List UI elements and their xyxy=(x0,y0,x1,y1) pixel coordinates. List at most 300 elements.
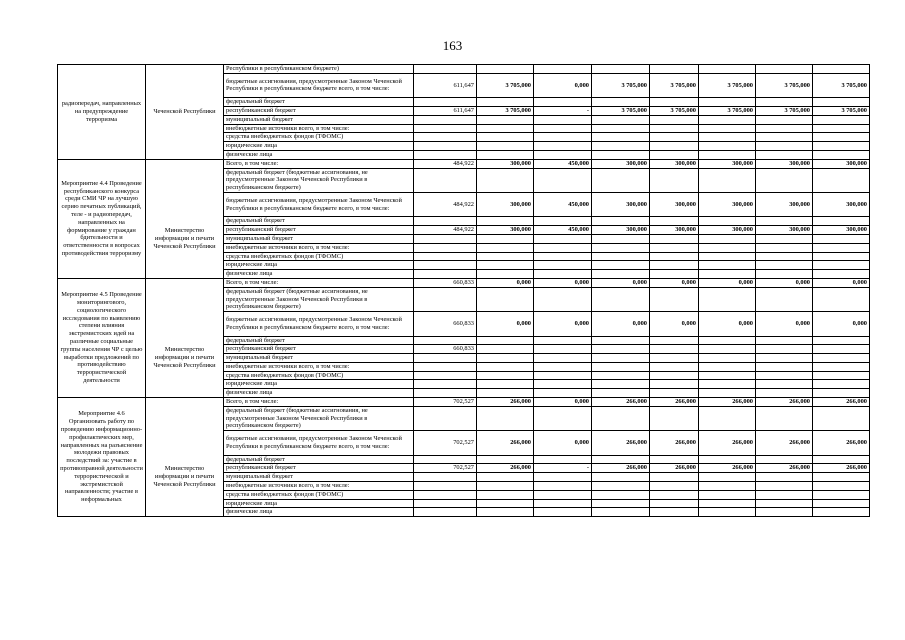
amount-cell xyxy=(592,389,650,398)
funding-source-cell: федеральный бюджет (бюджетные ассигнования, не предусмотренные Законом Чеченской Республики в республиканском бюджете) xyxy=(224,406,414,430)
amount-cell: 0,000 xyxy=(813,312,870,336)
amount-cell: 266,000 xyxy=(813,464,870,473)
amount-cell xyxy=(756,354,813,363)
amount-cell: 300,000 xyxy=(650,226,699,235)
amount-cell xyxy=(699,490,756,499)
amount-cell xyxy=(414,473,477,482)
amount-cell xyxy=(813,287,870,311)
amount-cell xyxy=(756,389,813,398)
amount-cell xyxy=(813,354,870,363)
amount-cell xyxy=(756,270,813,279)
amount-cell xyxy=(534,490,592,499)
amount-cell xyxy=(477,482,534,491)
amount-cell xyxy=(650,499,699,508)
amount-cell xyxy=(813,270,870,279)
amount-cell xyxy=(699,150,756,159)
amount-cell: 266,000 xyxy=(813,398,870,407)
amount-cell xyxy=(813,455,870,464)
amount-cell: 660,833 xyxy=(414,312,477,336)
funding-source-cell: республиканский бюджет xyxy=(224,345,414,354)
amount-cell xyxy=(592,115,650,124)
amount-cell: 300,000 xyxy=(756,159,813,168)
amount-cell xyxy=(699,406,756,430)
responsible-org-cell: Министерство информации и печати Чеченской Республики xyxy=(146,278,224,397)
amount-cell: 300,000 xyxy=(650,159,699,168)
amount-cell xyxy=(592,234,650,243)
amount-cell xyxy=(756,362,813,371)
amount-cell xyxy=(477,261,534,270)
amount-cell xyxy=(756,482,813,491)
amount-cell xyxy=(534,217,592,226)
amount-cell: 3 705,000 xyxy=(699,106,756,115)
amount-cell xyxy=(477,115,534,124)
amount-cell xyxy=(414,371,477,380)
amount-cell: 0,000 xyxy=(592,312,650,336)
amount-cell xyxy=(699,473,756,482)
amount-cell xyxy=(650,380,699,389)
amount-cell xyxy=(534,406,592,430)
amount-cell xyxy=(592,508,650,517)
amount-cell xyxy=(477,168,534,192)
amount-cell xyxy=(534,115,592,124)
amount-cell xyxy=(534,508,592,517)
amount-cell xyxy=(534,482,592,491)
funding-source-cell: юридические лица xyxy=(224,380,414,389)
amount-cell xyxy=(650,217,699,226)
amount-cell xyxy=(756,287,813,311)
funding-source-cell: муниципальный бюджет xyxy=(224,354,414,363)
amount-cell: 300,000 xyxy=(813,226,870,235)
amount-cell xyxy=(477,490,534,499)
amount-cell: 266,000 xyxy=(592,431,650,455)
amount-cell xyxy=(534,65,592,74)
amount-cell xyxy=(650,252,699,261)
amount-cell xyxy=(477,287,534,311)
amount-cell xyxy=(534,261,592,270)
amount-cell xyxy=(650,65,699,74)
amount-cell xyxy=(534,133,592,142)
amount-cell xyxy=(813,490,870,499)
amount-cell: 450,000 xyxy=(534,159,592,168)
amount-cell xyxy=(699,142,756,151)
responsible-org-cell: Министерство информации и печати Чеченской Республики xyxy=(146,159,224,278)
amount-cell xyxy=(699,168,756,192)
amount-cell: - xyxy=(534,106,592,115)
funding-source-cell: физические лица xyxy=(224,270,414,279)
amount-cell xyxy=(650,150,699,159)
amount-cell xyxy=(592,406,650,430)
funding-source-cell: внебюджетные источники всего, в том числе: xyxy=(224,362,414,371)
amount-cell: 300,000 xyxy=(813,192,870,216)
amount-cell xyxy=(477,150,534,159)
amount-cell xyxy=(477,234,534,243)
amount-cell xyxy=(756,473,813,482)
amount-cell xyxy=(592,243,650,252)
funding-source-cell: Всего, в том числе: xyxy=(224,278,414,287)
amount-cell xyxy=(813,389,870,398)
amount-cell xyxy=(699,508,756,517)
amount-cell xyxy=(534,389,592,398)
amount-cell xyxy=(756,336,813,345)
funding-source-cell: федеральный бюджет xyxy=(224,336,414,345)
funding-source-cell: физические лица xyxy=(224,150,414,159)
amount-cell: 660,833 xyxy=(414,345,477,354)
amount-cell xyxy=(414,287,477,311)
amount-cell xyxy=(650,371,699,380)
amount-cell xyxy=(414,142,477,151)
amount-cell: 0,000 xyxy=(534,431,592,455)
amount-cell: 300,000 xyxy=(699,226,756,235)
amount-cell xyxy=(813,499,870,508)
amount-cell: 266,000 xyxy=(592,398,650,407)
amount-cell: 3 705,000 xyxy=(756,106,813,115)
amount-cell: 266,000 xyxy=(756,398,813,407)
amount-cell xyxy=(414,389,477,398)
amount-cell xyxy=(813,168,870,192)
amount-cell xyxy=(813,234,870,243)
amount-cell xyxy=(699,336,756,345)
funding-source-cell: бюджетные ассигнования, предусмотренные Законом Чеченской Республики в республиканском бюджете всего, в том числе: xyxy=(224,73,414,97)
amount-cell xyxy=(534,234,592,243)
amount-cell xyxy=(477,65,534,74)
amount-cell xyxy=(414,455,477,464)
amount-cell xyxy=(534,252,592,261)
amount-cell: 300,000 xyxy=(592,226,650,235)
responsible-org-cell: Министерство информации и печати Чеченской Республики xyxy=(146,398,224,517)
amount-cell: 266,000 xyxy=(477,464,534,473)
amount-cell xyxy=(477,124,534,133)
amount-cell xyxy=(592,380,650,389)
amount-cell xyxy=(414,482,477,491)
amount-cell xyxy=(813,252,870,261)
amount-cell xyxy=(813,406,870,430)
amount-cell xyxy=(534,371,592,380)
amount-cell xyxy=(414,217,477,226)
amount-cell: 484,922 xyxy=(414,226,477,235)
funding-source-cell: внебюджетные источники всего, в том числе: xyxy=(224,124,414,133)
amount-cell xyxy=(477,473,534,482)
amount-cell xyxy=(414,234,477,243)
amount-cell xyxy=(592,252,650,261)
amount-cell: 484,922 xyxy=(414,159,477,168)
funding-source-cell: федеральный бюджет xyxy=(224,455,414,464)
funding-source-cell: федеральный бюджет (бюджетные ассигнования, не предусмотренные Законом Чеченской Республики в республиканском бюджете) xyxy=(224,168,414,192)
amount-cell xyxy=(756,150,813,159)
amount-cell xyxy=(414,98,477,107)
amount-cell xyxy=(813,98,870,107)
amount-cell xyxy=(650,124,699,133)
amount-cell xyxy=(477,362,534,371)
amount-cell xyxy=(756,380,813,389)
funding-source-cell: федеральный бюджет (бюджетные ассигнования, не предусмотренные Законом Чеченской Республики в республиканском бюджете) xyxy=(224,287,414,311)
funding-source-cell: физические лица xyxy=(224,389,414,398)
amount-cell: 0,000 xyxy=(756,312,813,336)
amount-cell xyxy=(592,133,650,142)
amount-cell xyxy=(534,499,592,508)
amount-cell: 266,000 xyxy=(756,464,813,473)
amount-cell xyxy=(477,98,534,107)
amount-cell xyxy=(650,508,699,517)
amount-cell: 300,000 xyxy=(699,192,756,216)
amount-cell xyxy=(699,234,756,243)
funding-source-cell: муниципальный бюджет xyxy=(224,234,414,243)
amount-cell xyxy=(756,490,813,499)
funding-source-cell: республиканский бюджет xyxy=(224,226,414,235)
amount-cell xyxy=(813,133,870,142)
funding-source-cell: федеральный бюджет xyxy=(224,217,414,226)
amount-cell xyxy=(477,380,534,389)
amount-cell xyxy=(592,336,650,345)
amount-cell: 0,000 xyxy=(534,398,592,407)
amount-cell xyxy=(414,65,477,74)
amount-cell xyxy=(592,261,650,270)
amount-cell xyxy=(756,371,813,380)
amount-cell xyxy=(756,243,813,252)
amount-cell xyxy=(699,252,756,261)
amount-cell xyxy=(813,142,870,151)
amount-cell xyxy=(813,336,870,345)
amount-cell xyxy=(699,115,756,124)
amount-cell xyxy=(534,473,592,482)
amount-cell xyxy=(477,345,534,354)
amount-cell xyxy=(650,98,699,107)
amount-cell xyxy=(813,380,870,389)
amount-cell: 450,000 xyxy=(534,226,592,235)
amount-cell xyxy=(534,98,592,107)
amount-cell xyxy=(699,261,756,270)
amount-cell xyxy=(813,150,870,159)
amount-cell: 0,000 xyxy=(534,278,592,287)
amount-cell xyxy=(650,270,699,279)
amount-cell xyxy=(813,115,870,124)
amount-cell xyxy=(592,98,650,107)
amount-cell xyxy=(650,362,699,371)
amount-cell xyxy=(592,490,650,499)
amount-cell: 3 705,000 xyxy=(699,73,756,97)
amount-cell xyxy=(414,336,477,345)
amount-cell xyxy=(650,473,699,482)
amount-cell xyxy=(592,499,650,508)
amount-cell xyxy=(534,168,592,192)
funding-source-cell: средства внебюджетных фондов (ТФОМС) xyxy=(224,133,414,142)
amount-cell xyxy=(813,124,870,133)
amount-cell xyxy=(477,142,534,151)
amount-cell xyxy=(414,115,477,124)
amount-cell xyxy=(650,455,699,464)
amount-cell: 611,647 xyxy=(414,106,477,115)
amount-cell xyxy=(756,142,813,151)
amount-cell xyxy=(756,217,813,226)
event-name-cell: Мероприятие 4.5 Проведение мониторингового, социологического исследования по выявлению степени влияния экстремистских идей на различные социальные группы населения ЧР с целью выработки предложений по противодействию террористической деятельности xyxy=(58,278,146,397)
amount-cell xyxy=(813,345,870,354)
amount-cell: 0,000 xyxy=(699,312,756,336)
amount-cell: 702,527 xyxy=(414,398,477,407)
amount-cell xyxy=(813,362,870,371)
funding-source-cell: юридические лица xyxy=(224,261,414,270)
amount-cell xyxy=(534,287,592,311)
amount-cell: 266,000 xyxy=(650,398,699,407)
funding-source-cell: средства внебюджетных фондов (ТФОМС) xyxy=(224,252,414,261)
amount-cell: 0,000 xyxy=(534,73,592,97)
amount-cell: 266,000 xyxy=(477,398,534,407)
funding-source-cell: муниципальный бюджет xyxy=(224,473,414,482)
amount-cell xyxy=(592,287,650,311)
amount-cell xyxy=(699,371,756,380)
amount-cell: 3 705,000 xyxy=(813,106,870,115)
amount-cell xyxy=(414,380,477,389)
amount-cell: 300,000 xyxy=(477,192,534,216)
amount-cell xyxy=(477,217,534,226)
amount-cell xyxy=(650,243,699,252)
funding-source-cell: республиканский бюджет xyxy=(224,106,414,115)
amount-cell xyxy=(414,168,477,192)
event-name-cell: Мероприятие 4.6 Организовать работу по проведению информационно-профилактических мер, направленных на разъяснение молодежи правовых последствий за: участие в противоправной деятельности террористической и экстремистской направленности; участие в неформальных xyxy=(58,398,146,517)
amount-cell xyxy=(699,354,756,363)
budget-table xyxy=(57,64,870,517)
amount-cell xyxy=(699,133,756,142)
amount-cell xyxy=(592,142,650,151)
amount-cell xyxy=(650,354,699,363)
amount-cell xyxy=(650,287,699,311)
funding-source-cell: Всего, в том числе: xyxy=(224,159,414,168)
amount-cell xyxy=(699,270,756,279)
amount-cell: 3 705,000 xyxy=(813,73,870,97)
amount-cell: 0,000 xyxy=(650,278,699,287)
amount-cell xyxy=(592,482,650,491)
amount-cell: 266,000 xyxy=(650,431,699,455)
amount-cell xyxy=(699,243,756,252)
amount-cell xyxy=(534,243,592,252)
amount-cell xyxy=(414,362,477,371)
amount-cell: 266,000 xyxy=(650,464,699,473)
amount-cell: 300,000 xyxy=(756,226,813,235)
amount-cell xyxy=(699,98,756,107)
amount-cell xyxy=(477,252,534,261)
amount-cell: 3 705,000 xyxy=(477,106,534,115)
amount-cell xyxy=(534,345,592,354)
amount-cell xyxy=(756,406,813,430)
amount-cell: 3 705,000 xyxy=(756,73,813,97)
amount-cell xyxy=(699,380,756,389)
funding-source-cell: бюджетные ассигнования, предусмотренные Законом Чеченской Республики в республиканском бюджете всего, в том числе: xyxy=(224,312,414,336)
amount-cell xyxy=(534,150,592,159)
amount-cell xyxy=(414,261,477,270)
amount-cell: 266,000 xyxy=(699,398,756,407)
amount-cell xyxy=(699,499,756,508)
funding-source-cell: федеральный бюджет xyxy=(224,98,414,107)
responsible-org-cell: Чеченской Республики xyxy=(146,65,224,160)
amount-cell xyxy=(813,371,870,380)
amount-cell xyxy=(756,261,813,270)
amount-cell xyxy=(414,406,477,430)
amount-cell xyxy=(650,168,699,192)
amount-cell xyxy=(534,362,592,371)
amount-cell xyxy=(699,287,756,311)
amount-cell xyxy=(477,336,534,345)
amount-cell: 702,527 xyxy=(414,431,477,455)
funding-source-cell: средства внебюджетных фондов (ТФОМС) xyxy=(224,490,414,499)
amount-cell: 266,000 xyxy=(699,464,756,473)
amount-cell xyxy=(414,490,477,499)
amount-cell: 266,000 xyxy=(699,431,756,455)
amount-cell xyxy=(414,243,477,252)
amount-cell xyxy=(592,371,650,380)
amount-cell: 0,000 xyxy=(534,312,592,336)
amount-cell xyxy=(650,406,699,430)
funding-source-cell: Всего, в том числе: xyxy=(224,398,414,407)
funding-source-cell: муниципальный бюджет xyxy=(224,115,414,124)
funding-source-cell: внебюджетные источники всего, в том числе: xyxy=(224,482,414,491)
amount-cell xyxy=(592,473,650,482)
amount-cell xyxy=(650,115,699,124)
amount-cell xyxy=(414,133,477,142)
amount-cell xyxy=(477,243,534,252)
amount-cell xyxy=(534,455,592,464)
funding-source-cell: бюджетные ассигнования, предусмотренные Законом Чеченской Республики в республиканском бюджете всего, в том числе: xyxy=(224,431,414,455)
amount-cell xyxy=(592,168,650,192)
event-name-cell: Мероприятие 4.4 Проведение республиканского конкурса среди СМИ ЧР на лучшую серию печатных публикаций, теле - и радиопередач, направленных на формирование у граждан бдительности и ответственности в вопросах противодействия терроризму xyxy=(58,159,146,278)
amount-cell xyxy=(477,508,534,517)
amount-cell xyxy=(756,499,813,508)
amount-cell xyxy=(414,508,477,517)
amount-cell: 266,000 xyxy=(756,431,813,455)
amount-cell: 300,000 xyxy=(699,159,756,168)
amount-cell: 484,922 xyxy=(414,192,477,216)
amount-cell xyxy=(650,482,699,491)
amount-cell xyxy=(699,362,756,371)
amount-cell xyxy=(477,371,534,380)
amount-cell xyxy=(477,406,534,430)
amount-cell xyxy=(414,499,477,508)
amount-cell xyxy=(650,336,699,345)
amount-cell xyxy=(534,380,592,389)
amount-cell xyxy=(592,354,650,363)
amount-cell: 266,000 xyxy=(477,431,534,455)
amount-cell xyxy=(699,455,756,464)
amount-cell xyxy=(534,270,592,279)
amount-cell: 300,000 xyxy=(477,159,534,168)
amount-cell xyxy=(756,98,813,107)
amount-cell xyxy=(813,243,870,252)
amount-cell xyxy=(756,133,813,142)
amount-cell xyxy=(650,261,699,270)
amount-cell xyxy=(534,336,592,345)
funding-source-cell: средства внебюджетных фондов (ТФОМС) xyxy=(224,371,414,380)
amount-cell xyxy=(699,124,756,133)
funding-source-cell: физические лица xyxy=(224,508,414,517)
amount-cell xyxy=(592,345,650,354)
amount-cell xyxy=(592,362,650,371)
amount-cell xyxy=(534,124,592,133)
amount-cell xyxy=(650,234,699,243)
amount-cell: 0,000 xyxy=(699,278,756,287)
amount-cell xyxy=(813,473,870,482)
amount-cell xyxy=(813,508,870,517)
amount-cell: 0,000 xyxy=(813,278,870,287)
amount-cell xyxy=(592,270,650,279)
amount-cell: 0,000 xyxy=(756,278,813,287)
amount-cell xyxy=(756,455,813,464)
table-row xyxy=(58,65,870,74)
amount-cell: 300,000 xyxy=(756,192,813,216)
amount-cell xyxy=(813,65,870,74)
funding-source-cell: Республики в республиканском бюджете) xyxy=(224,65,414,74)
amount-cell: 300,000 xyxy=(592,192,650,216)
table-row xyxy=(58,159,870,168)
amount-cell xyxy=(813,482,870,491)
amount-cell: 702,527 xyxy=(414,464,477,473)
amount-cell: 0,000 xyxy=(650,312,699,336)
